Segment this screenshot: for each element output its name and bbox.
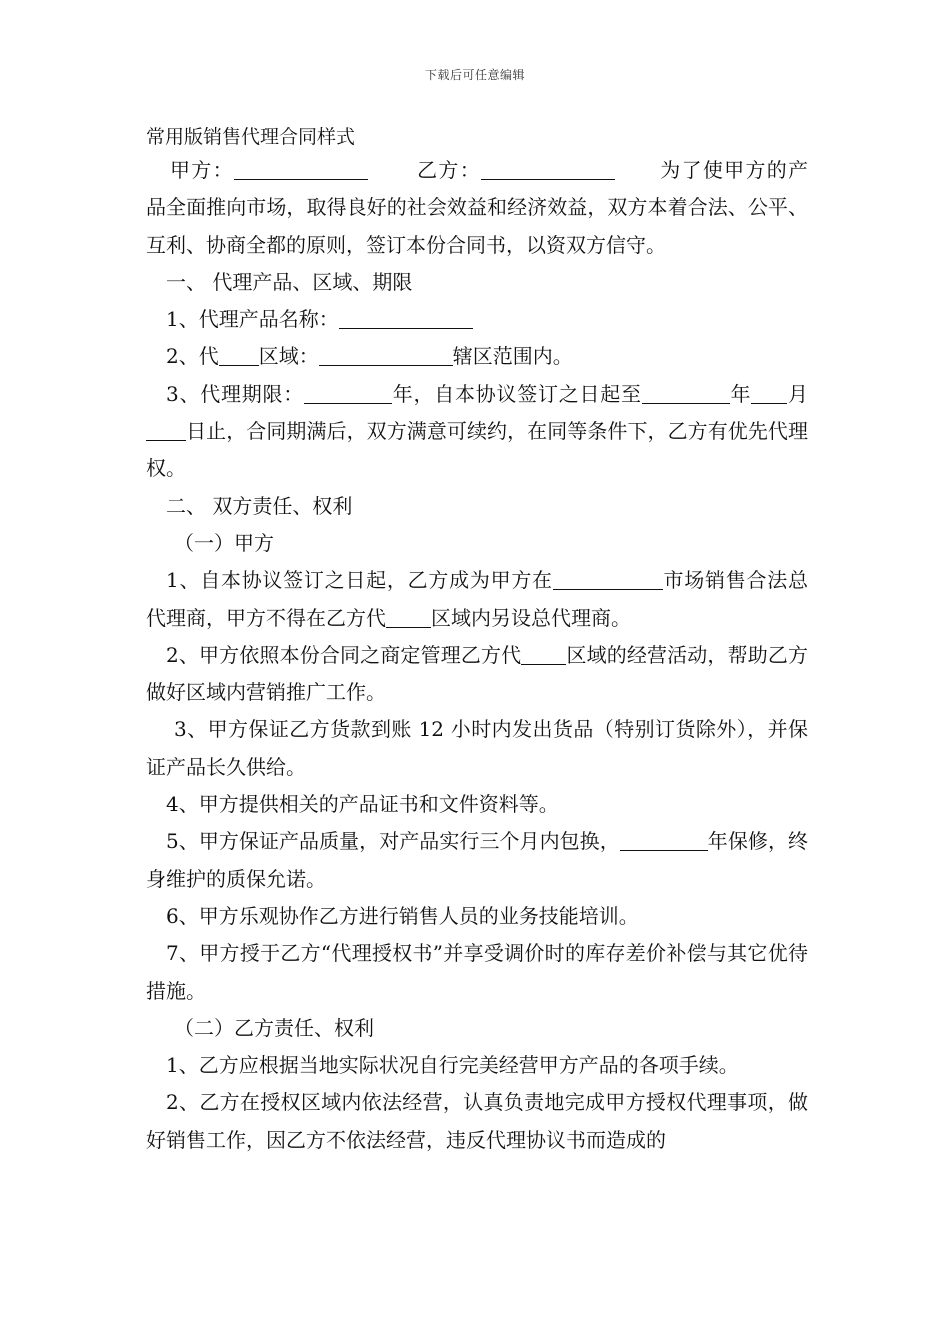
a2-region-blank bbox=[521, 644, 566, 665]
party-a-item-3: 3、甲方保证乙方货款到账 12 小时内发出货品（特别订货除外），并保证产品长久供给。 bbox=[146, 717, 808, 779]
end-year-blank bbox=[642, 383, 730, 404]
term-text-c: 月 bbox=[787, 381, 809, 406]
a1-text-c: 区域内另设总代理商。 bbox=[431, 605, 631, 630]
section-2-sub-2: （二）乙方责任、权利 bbox=[174, 1015, 374, 1040]
party-b-label: 乙方： bbox=[415, 158, 482, 182]
party-a-item-7: 7、甲方授于乙方“代理授权书”并享受调价时的库存差价补偿与其它优待措施。 bbox=[146, 941, 808, 1003]
term-years-blank bbox=[304, 383, 392, 404]
party-a-blank bbox=[234, 159, 368, 180]
party-a-label: 甲方： bbox=[170, 158, 234, 182]
party-a-item-1 bbox=[146, 562, 808, 637]
party-b-item-2: 2、乙方在授权区域内依法经营，认真负责地完成甲方授权代理事项，做好销售工作，因乙方不依法经营，违反代理协议书而造成的 bbox=[146, 1090, 808, 1152]
warranty-years-blank bbox=[620, 830, 708, 851]
party-a-item-2 bbox=[146, 637, 808, 712]
party-a-item-4: 4、甲方提供相关的产品证书和文件资料等。 bbox=[166, 792, 559, 817]
region-type-blank bbox=[219, 345, 259, 366]
region-label-c: 辖区范围内。 bbox=[452, 344, 573, 369]
page-header-note: 下载后可任意编辑 bbox=[424, 68, 525, 82]
region-label-a: 2、代 bbox=[166, 344, 219, 369]
document-title: 常用版销售代理合同样式 bbox=[146, 126, 356, 148]
intro-text: 为了使甲方的产品全面推向市场，取得良好的社会效益和经济效益，双方本着合法、公平、互利、协商全都的原则，签订本份合同书，以资双方信守。 bbox=[146, 158, 809, 257]
party-a-item-6: 6、甲方乐观协作乙方进行销售人员的业务技能培训。 bbox=[166, 903, 639, 928]
end-month-blank-a bbox=[751, 383, 769, 404]
a2-text-b: 区域的经营活动，帮助乙方做好区域内营销推广工作。 bbox=[146, 642, 809, 705]
term-text-b: 年 bbox=[729, 381, 752, 406]
party-a-item-5 bbox=[146, 823, 808, 898]
a2-text-a: 2、甲方依照本份合同之商定管理乙方代 bbox=[166, 642, 522, 667]
party-b-blank bbox=[481, 159, 615, 180]
region-blank bbox=[319, 345, 453, 366]
a5-text-b: 年保修，终身维护的质保允诺。 bbox=[146, 829, 808, 891]
document-body bbox=[146, 152, 808, 1159]
term-text-a: 年，自本协议签订之日起至 bbox=[391, 381, 642, 406]
end-month-blank-b bbox=[769, 383, 787, 404]
market-blank bbox=[553, 569, 663, 590]
section-1-heading: 一、 代理产品、区域、期限 bbox=[166, 269, 413, 294]
a1-region-blank bbox=[386, 607, 431, 628]
product-name-label: 1、代理产品名称： bbox=[166, 307, 339, 332]
party-b-item-1: 1、乙方应根据当地实际状况自行完美经营甲方产品的各项手续。 bbox=[166, 1053, 739, 1078]
end-day-blank bbox=[146, 420, 186, 441]
section-2-heading: 二、 双方责任、权利 bbox=[166, 493, 353, 518]
section-1-item-3 bbox=[146, 376, 808, 488]
a5-text-a: 5、甲方保证产品质量，对产品实行三个月内包换， bbox=[166, 829, 620, 854]
product-name-blank bbox=[339, 308, 473, 329]
section-1-item-2 bbox=[146, 338, 808, 375]
term-text-d: 日止，合同期满后，双方满意可续约，在同等条件下，乙方有优先代理权。 bbox=[146, 419, 808, 481]
intro-paragraph bbox=[146, 152, 808, 264]
region-label-b: 区域： bbox=[258, 344, 319, 369]
term-label: 3、代理期限： bbox=[166, 381, 304, 406]
a1-text-a: 1、自本协议签订之日起，乙方成为甲方在 bbox=[166, 568, 553, 593]
section-1-item-1 bbox=[146, 301, 808, 338]
section-2-sub-1: （一）甲方 bbox=[174, 530, 274, 555]
a1-text-b: 市场销售合法总代理商，甲方不得在乙方代 bbox=[146, 568, 808, 630]
